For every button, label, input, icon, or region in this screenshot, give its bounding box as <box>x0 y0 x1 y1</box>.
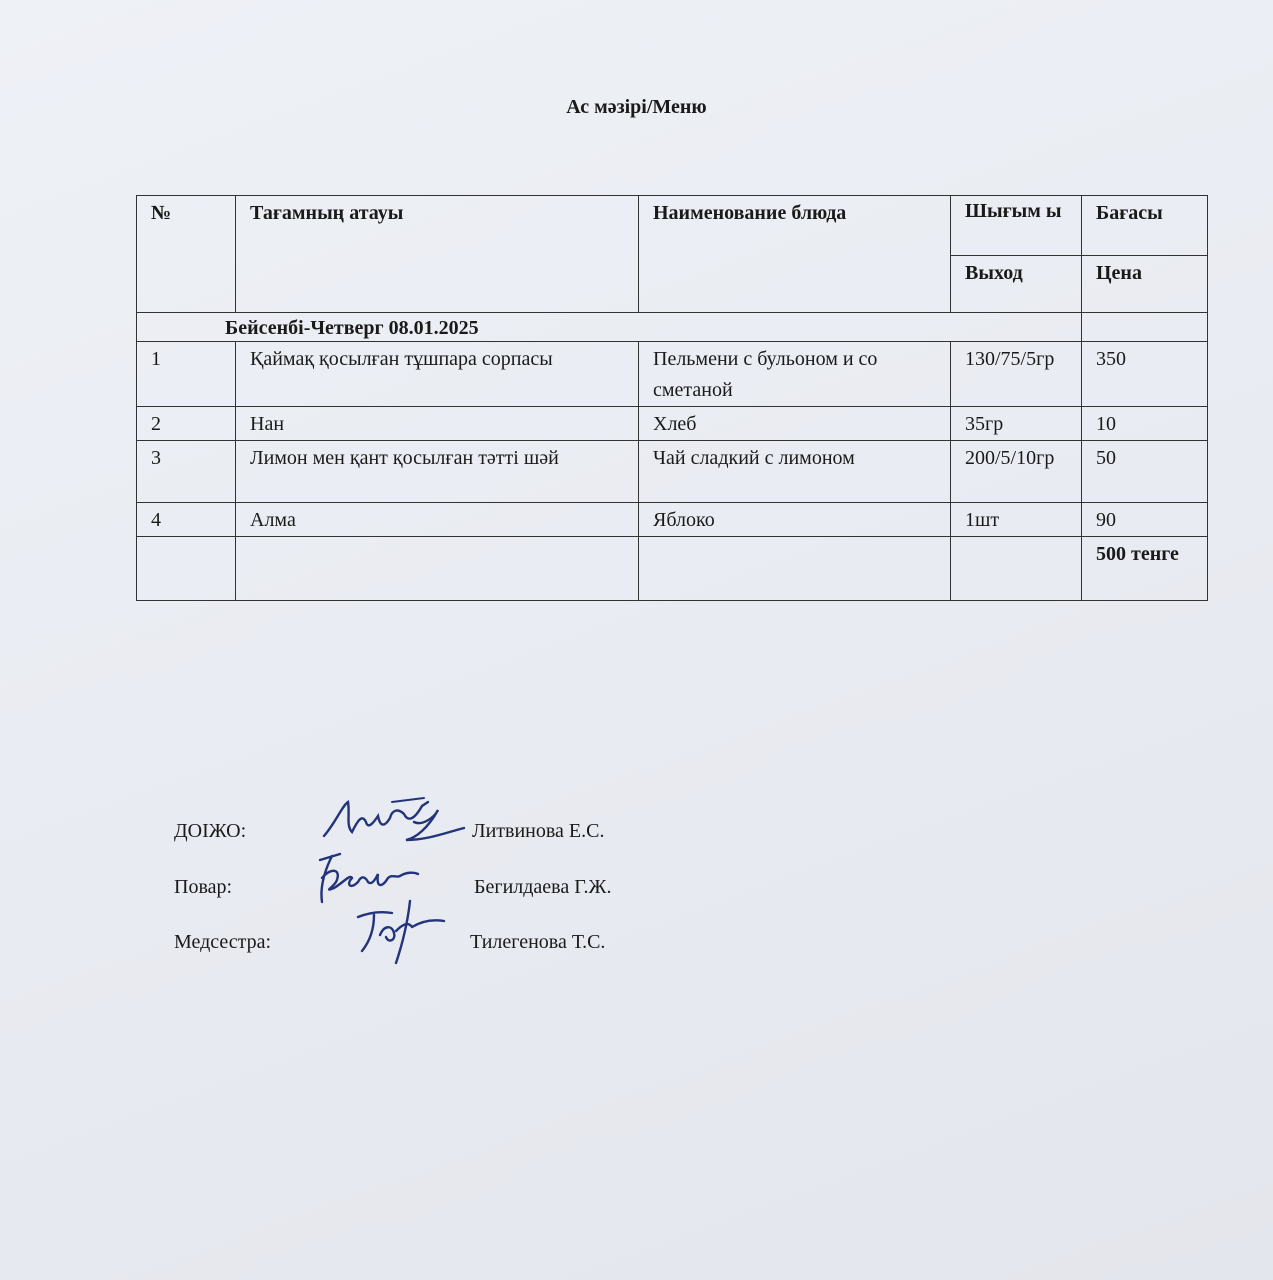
role-medsestra: Медсестра: <box>174 931 272 953</box>
row-output: 130/75/5гр <box>951 342 1082 407</box>
total-row <box>137 537 1208 601</box>
row-price: 10 <box>1082 407 1208 441</box>
row-output: 35гр <box>951 407 1082 441</box>
role-povar: Повар: <box>174 876 233 898</box>
header-name-kz: Тағамның атауы <box>236 196 639 313</box>
row-name-ru: Яблоко <box>639 503 951 537</box>
menu-table <box>136 195 1208 601</box>
row-num: 3 <box>137 441 236 503</box>
row-price: 90 <box>1082 503 1208 537</box>
total-empty-cell <box>639 537 951 601</box>
header-price-ru: Цена <box>1082 256 1208 313</box>
header-price-kz: Бағасы <box>1082 196 1208 256</box>
table-row <box>137 441 1208 503</box>
row-name-ru: Чай сладкий с лимоном <box>639 441 951 503</box>
row-name-kz: Лимон мен қант қосылған тәтті шәй <box>236 441 639 503</box>
row-name-kz: Алма <box>236 503 639 537</box>
row-name-ru: Хлеб <box>639 407 951 441</box>
name-litvinova: Литвинова Е.С. <box>472 820 605 842</box>
total-empty-cell <box>236 537 639 601</box>
row-name-kz: Нан <box>236 407 639 441</box>
day-row <box>137 313 1208 342</box>
table-row <box>137 342 1208 407</box>
total-empty-cell <box>951 537 1082 601</box>
document-title: Ас мәзірі/Меню <box>566 96 707 118</box>
signature-litvinova <box>318 792 468 850</box>
day-row-empty-cell <box>1082 313 1208 342</box>
header-row <box>137 196 1208 256</box>
name-begildaeva: Бегилдаева Г.Ж. <box>474 876 612 898</box>
header-output-ru: Выход <box>951 256 1082 313</box>
day-label: Бейсенбі-Четверг 08.01.2025 <box>137 313 1082 342</box>
name-tilegenova: Тилегенова Т.С. <box>470 931 606 953</box>
row-price: 350 <box>1082 342 1208 407</box>
row-num: 4 <box>137 503 236 537</box>
total-price: 500 тенге <box>1082 537 1208 601</box>
table-row <box>137 407 1208 441</box>
header-name-ru: Наименование блюда <box>639 196 951 313</box>
header-output-kz: Шығым ы <box>951 196 1082 256</box>
row-num: 2 <box>137 407 236 441</box>
row-price: 50 <box>1082 441 1208 503</box>
header-num: № <box>137 196 236 313</box>
row-name-ru: Пельмени с бульоном и со сметаной <box>639 342 951 407</box>
row-num: 1 <box>137 342 236 407</box>
signature-tilegenova <box>352 895 448 967</box>
row-output: 1шт <box>951 503 1082 537</box>
table-row <box>137 503 1208 537</box>
total-empty-cell <box>137 537 236 601</box>
row-output: 200/5/10гр <box>951 441 1082 503</box>
role-doizho: ДОІЖО: <box>174 820 247 842</box>
row-name-kz: Қаймақ қосылған тұшпара сорпасы <box>236 342 639 407</box>
